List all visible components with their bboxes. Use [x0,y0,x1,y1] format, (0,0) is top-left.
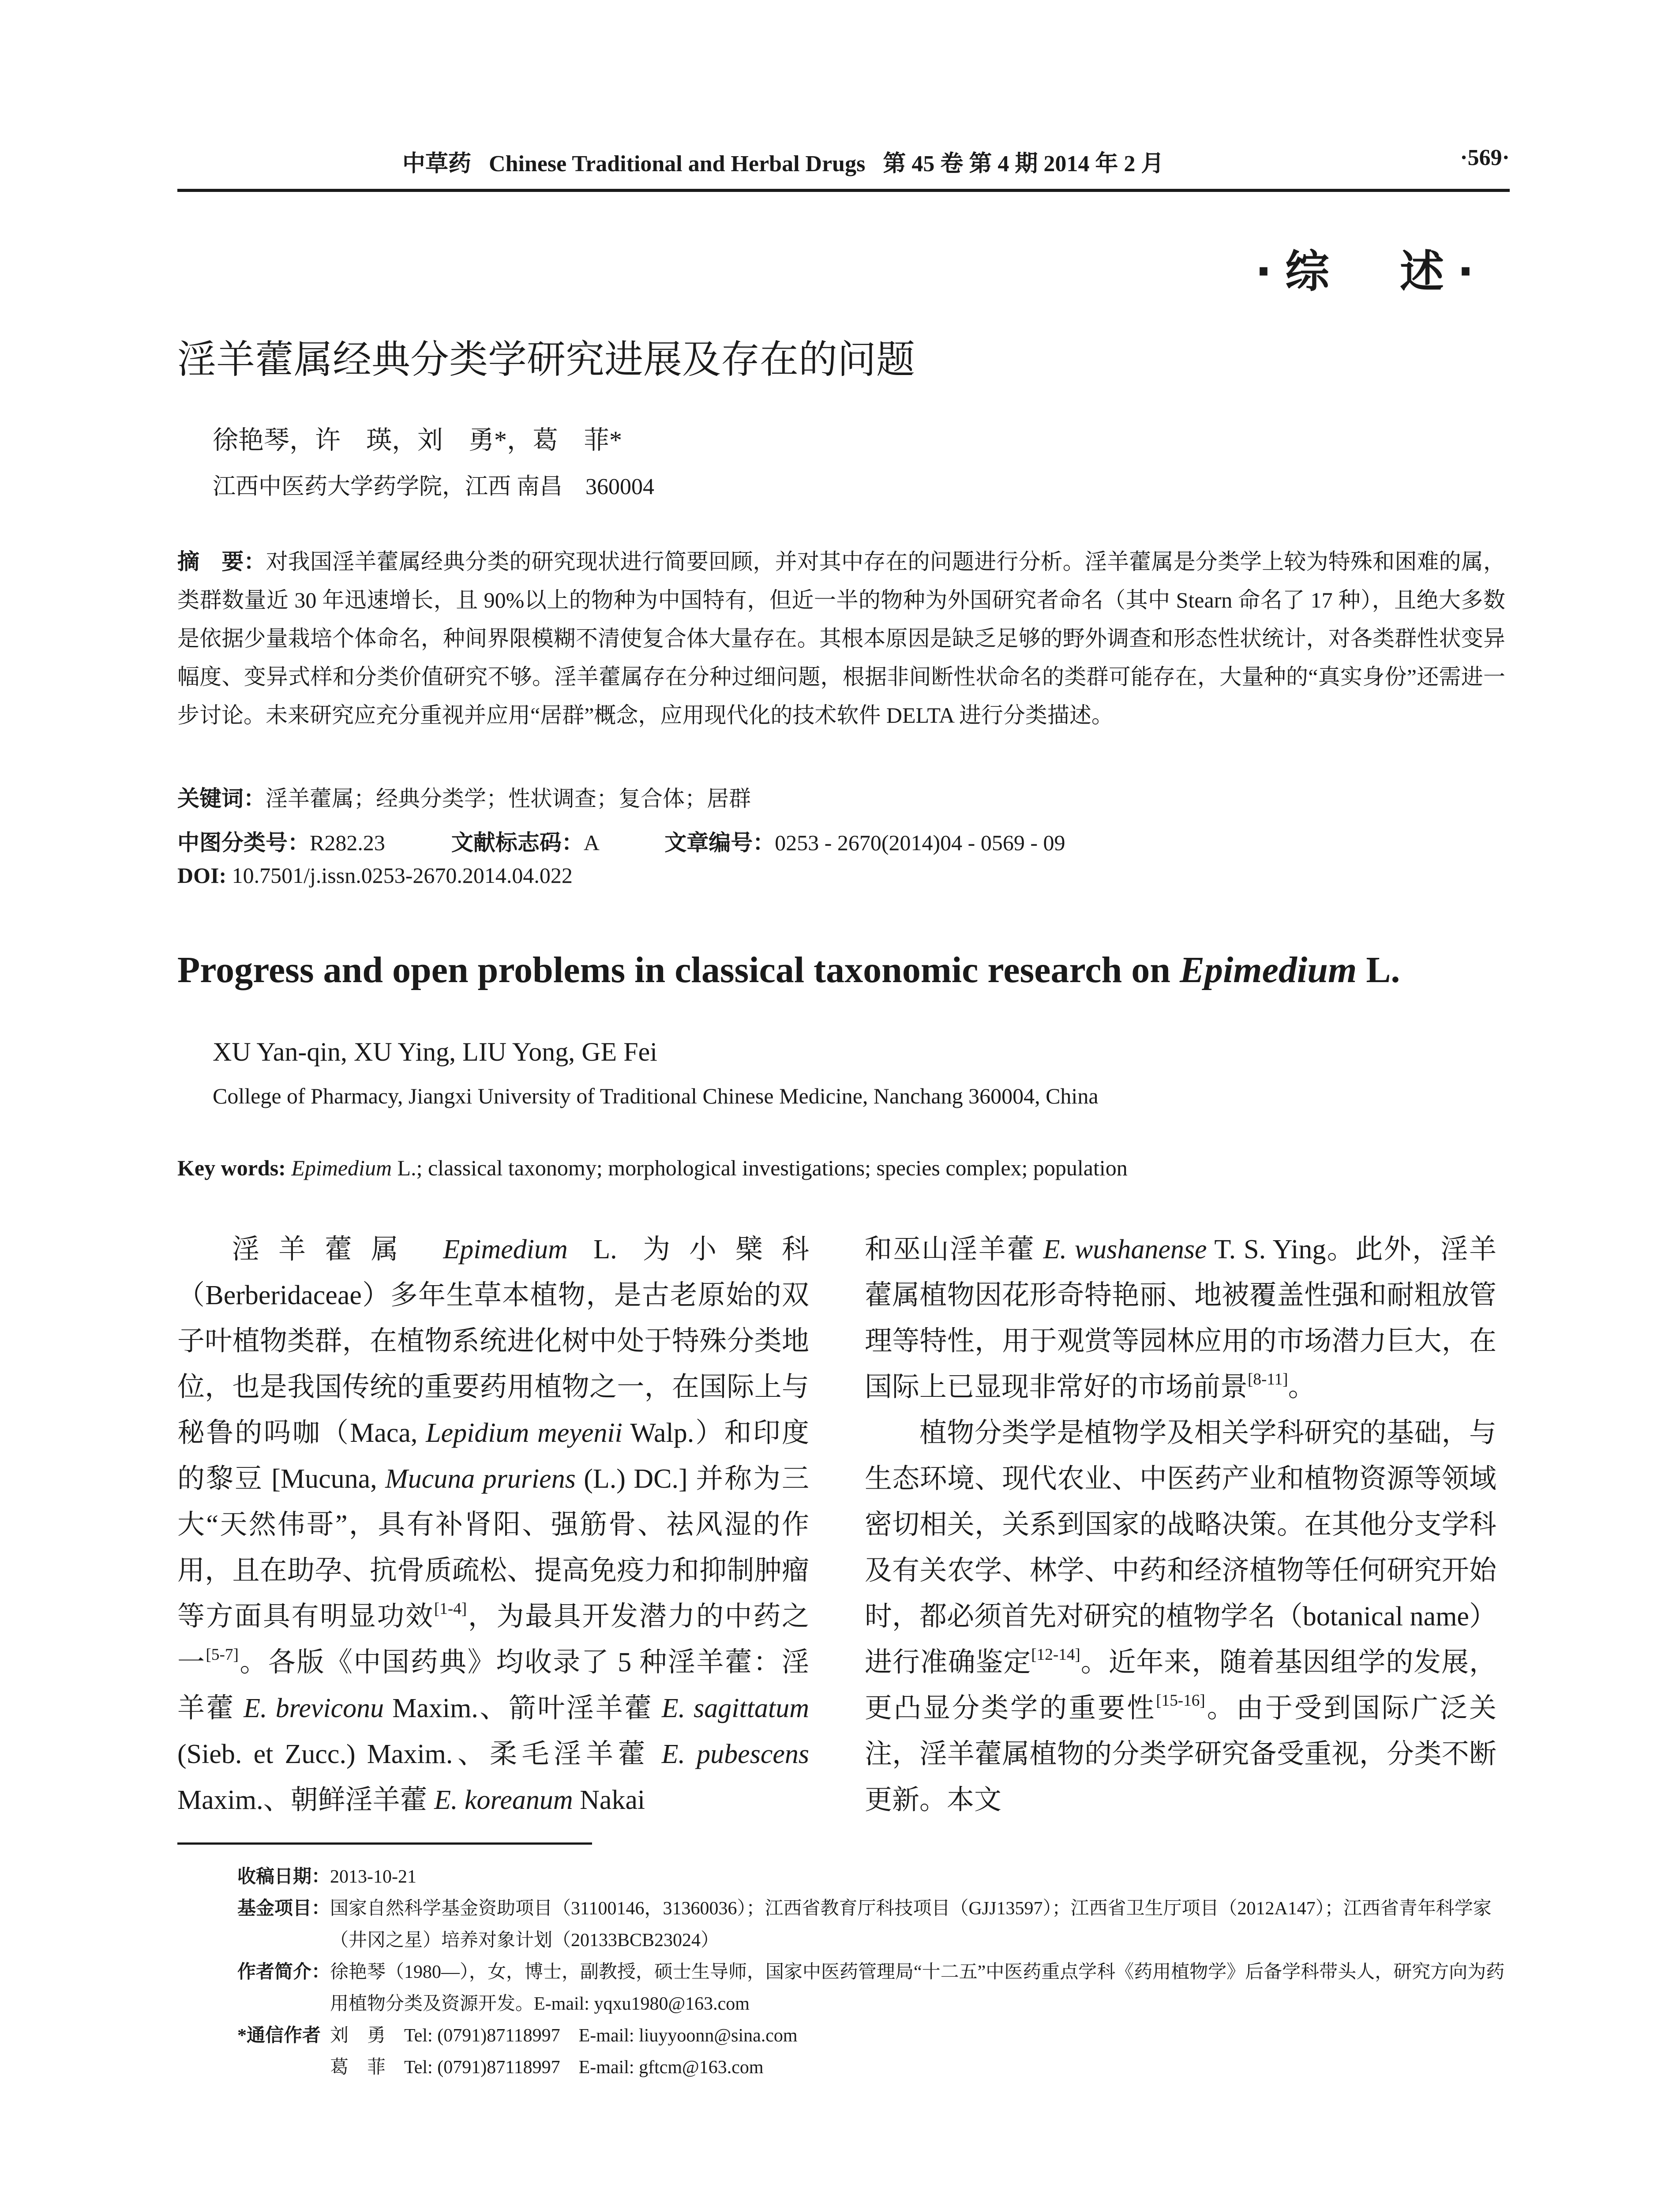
body-column-left [177,1227,809,1823]
abstract-text: 对我国淫羊藿属经典分类的研究现状进行简要回顾，并对其中存在的问题进行分析。淫羊藿属是分类学上较为特殊和困难的属，类群数量近 30 年迅速增长，且 90%以上的物种为中国特有，但近一半的物种为外国研究者命名（其中 Stearn 命名了 17 种），且绝大多数是依据少量栽培个体命名，种间界限模糊不清使复合体大量存在。其根本原因是缺乏足够的野外调查和形态性状统计，对各类群性状变异幅度、变异式样和分类价值研究不够。淫羊藿属存在分种过细问题，根据非间断性状命名的类群可能存在，大量种的“真实身份”还需进一步讨论。未来研究应充分重视并应用“居群”概念，应用现代化的技术软件 DELTA 进行分类描述。 [177,549,1506,728]
keywords-cn-text: 淫羊藿属；经典分类学；性状调查；复合体；居群 [266,786,751,811]
doc-code-label: 文献标志码： [451,830,584,855]
article-number-label: 文章编号： [664,830,775,855]
keywords-en-text: L.; classical taxonomy; morphological investigations; species complex; population [392,1156,1128,1180]
body-column-right [865,1227,1496,1823]
authors-cn: 徐艳琴，许 瑛，刘 勇*，葛 菲* [213,426,622,454]
citation: [8-11] [1248,1370,1288,1388]
footnote-author: 作者简介： 徐艳琴（1980—），女，博士，副教授，硕士生导师，国家中医药管理局“十二五”中医药重点学科《药用植物学》后备学科带头人，研究方向为药用植物分类及资源开发。E-mail: yqxu1980@163.com [237,1962,1505,2014]
journal-name-en: Chinese Traditional and Herbal Drugs [489,151,866,176]
citation: [15-16] [1156,1691,1205,1710]
body-paragraph: 植物分类学是植物学及相关学科研究的基础，与生态环境、现代农业、中医药产业和植物资源等领域密切相关，关系到国家的战略决策。在其他分支学科及有关农学、林学、中药和经济植物等任何研究开始时，都必须首先对研究的植物学名（botanical name）进行准确鉴定[12-14]。近年来，随着基因组学的发展，更凸显分类学的重要性[15-16]。由于受到国际广泛关注，淫羊藿属植物的分类学研究备受重视，分类不断更新。本文 [865,1418,1496,1815]
authors-en: XU Yan-qin, XU Ying, LIU Yong, GE Fei [213,1037,657,1066]
affiliation-cn: 江西中医药大学药学院，江西 南昌 360004 [213,474,655,499]
keywords-cn [177,781,751,813]
body-paragraph-continued: 和巫山淫羊藿 E. wushanense T. S. Ying。此外，淫羊藿属植物因花形奇特艳丽、地被覆盖性强和耐粗放管理等特性，用于观赏等园林应用的市场潜力巨大，在国际上已显现非常好的市场前景[8-11]。 [865,1234,1496,1402]
doi-label: DOI: [177,863,227,888]
doi-value: 10.7501/j.issn.0253-2670.2014.04.022 [232,863,573,888]
doi-line [177,863,573,888]
article-title-cn: 淫羊藿属经典分类学研究进展及存在的问题 [177,337,915,382]
abstract-cn [177,543,1505,735]
citation: [5-7] [206,1645,239,1664]
clc-label: 中图分类号： [177,830,310,855]
article-title-en [177,949,1400,991]
footnote-received: 收稿日期： 2013-10-21 [237,1867,416,1887]
page-number: ·569· [1460,145,1510,170]
keywords-en [177,1155,1128,1181]
citation: [1-4] [434,1599,467,1618]
body-paragraph: 淫羊藿属 Epimedium L. 为小檗科（Berberidaceae）多年生草本植物，是古老原始的双子叶植物类群，在植物系统进化树中处于特殊分类地位，也是我国传统的重要药用植物之一，在国际上与秘鲁的吗咖（Maca, Lepidium meyenii Walp.）和印度的黎豆 [Mucuna, Mucuna pruriens (L.) DC.] 并称为三大“天然伟哥”，具有补肾阳、强筋骨、祛风湿的作用，且在助孕、抗骨质疏松、提高免疫力和抑制肿瘤等方面具有明显功效[1-4]，为最具开发潜力的中药之一[5-7]。各版《中国药典》均收录了 5 种淫羊藿：淫羊藿 E. breviconu Maxim.、箭叶淫羊藿 E. sagittatum (Sieb. et Zucc.) Maxim.、柔毛淫羊藿 E. pubescens Maxim.、朝鲜淫羊藿 E. koreanum Nakai [177,1234,809,1815]
footnote-fund: 基金项目： 国家自然科学基金资助项目（31100146，31360036）；江西省教育厅科技项目（GJJ13597）；江西省卫生厅项目（2012A147）；江西省青年科学家（井冈之星）培养对象计划（20133BCB23024） [237,1898,1492,1951]
title-en-genus: Epimedium [1179,949,1357,990]
article-number-value: 0253 - 2670(2014)04 - 0569 - 09 [775,830,1065,855]
footnotes [237,1861,1508,2083]
footnote-corresponding: *通信作者 刘 勇 Tel: (0791)87118997 E-mail: liuyyoonn@sina.com 葛 菲 Tel: (0791)87118997 E-mail: gftcm@163.com [237,2026,798,2078]
title-en-main: Progress and open problems in classical taxonomic research on [177,949,1180,990]
keywords-en-label: Key words: [177,1156,286,1180]
keywords-cn-label: 关键词： [177,786,266,811]
journal-name-cn: 中草药 [402,151,472,176]
affiliation-en: College of Pharmacy, Jiangxi University of Traditional Chinese Medicine, Nanchang 360004, China [213,1084,1099,1108]
keywords-en-genus: Epimedium [291,1156,392,1180]
section-tag: ·综 述· [1255,246,1487,297]
clc-value: R282.23 [310,830,385,855]
issue-info: 第 45 卷 第 4 期 2014 年 2 月 [883,151,1164,176]
footnote-divider [177,1842,592,1845]
corresponding-author-1: 刘 勇 Tel: (0791)87118997 E-mail: liuyyoonn@sina.com [330,2026,798,2046]
journal-line [402,145,1181,178]
doc-code-value: A [583,830,599,855]
classification-line [177,825,1505,857]
title-en-suffix: L. [1357,949,1400,990]
abstract-label: 摘 要： [177,549,266,574]
running-header [177,137,1510,192]
citation: [12-14] [1031,1645,1080,1664]
corresponding-author-2: 葛 菲 Tel: (0791)87118997 E-mail: gftcm@163.com [330,2057,764,2078]
